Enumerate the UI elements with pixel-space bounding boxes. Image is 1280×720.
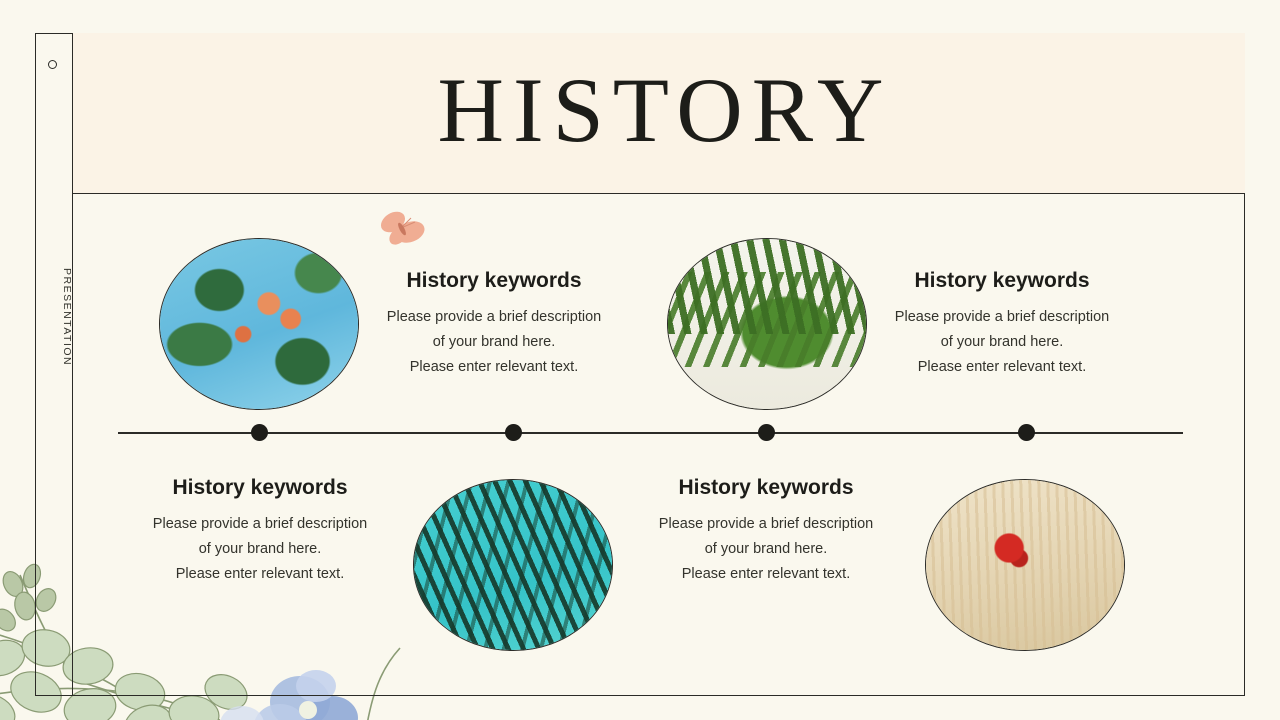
timeline-marker-4 [1018,424,1035,441]
entry-line: Please provide a brief description [658,516,874,532]
sidebar-strip [35,33,73,696]
timeline-marker-3 [758,424,775,441]
timeline-marker-1 [251,424,268,441]
entry-line: Please enter relevant text. [409,359,579,375]
timeline-entry-1 [339,269,649,380]
timeline-entry-3 [105,476,415,587]
fern-leaf-photo [667,238,867,410]
entry-heading: History keywords [172,476,348,499]
butterfly-icon [371,202,433,264]
title-band [73,33,1245,194]
circle-marker-icon [48,60,57,69]
page-title: HISTORY [437,59,893,161]
palm-leaf-photo [413,479,613,651]
entry-line: Please provide a brief description [152,516,368,532]
entry-line: Please enter relevant text. [175,566,345,582]
entry-line: of your brand here. [704,541,828,557]
poppy-field-photo [925,479,1125,651]
entry-line: Please enter relevant text. [681,566,851,582]
trumpet-flower-photo [159,238,359,410]
timeline-entry-4 [611,476,921,587]
entry-line: Please provide a brief description [386,309,602,325]
entry-line: Please enter relevant text. [917,359,1087,375]
entry-line: of your brand here. [940,334,1064,350]
entry-heading: History keywords [678,476,854,499]
entry-line: Please provide a brief description [894,309,1110,325]
entry-line: of your brand here. [432,334,556,350]
timeline-marker-2 [505,424,522,441]
entry-line: of your brand here. [198,541,322,557]
timeline-content [73,194,1245,696]
timeline-entry-2 [847,269,1157,380]
entry-heading: History keywords [406,269,582,292]
sidebar-label: PRESENTATION [61,268,73,367]
entry-heading: History keywords [914,269,1090,292]
